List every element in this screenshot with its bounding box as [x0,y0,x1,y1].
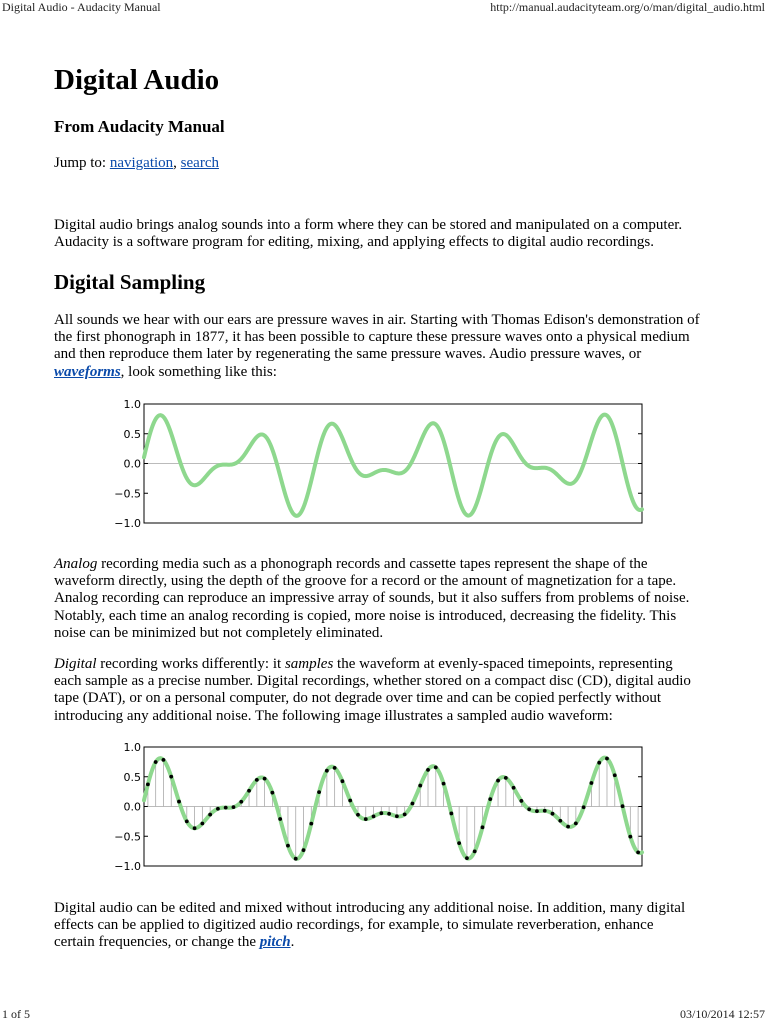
para3-line-1 [54,656,719,673]
sample-point [543,809,547,813]
print-header [0,0,768,16]
sample-point [504,776,508,780]
sample-point [364,817,368,821]
para1-line-3: and then reproduce them later by regenerating the same pressure waves. Audio pressure waves, or [54,346,642,363]
sample-point [628,835,632,839]
sample-point [395,814,399,818]
y-tick-label: 0.0 [123,457,141,471]
y-tick-label: 0.0 [123,800,141,814]
sample-point [473,849,477,853]
sample-point [566,825,570,829]
section-heading: Digital Sampling [54,270,206,294]
navigation-link[interactable]: navigation [109,155,174,171]
digital-paragraph [54,656,719,725]
sample-point [302,848,306,852]
sample-point [465,856,469,860]
para4-line-3 [54,934,719,951]
print-header-url: http://manual.audacityteam.org/o/man/digital_audio.html [490,0,765,14]
sample-point [621,804,625,808]
sample-point [193,826,197,830]
sample-point [224,806,228,810]
para3-line-4: introducing any additional noise. The following image illustrates a sampled audio waveform: [54,707,613,724]
sample-point [169,775,173,779]
intro-paragraph [54,217,719,251]
sample-point [457,841,461,845]
y-tick-label: 1.0 [123,741,141,754]
para2-line-4: Notably, each time an analog recording is copied, more noise is introduced, decreasing the fidelity. This [54,607,677,624]
para3-line-1-rest: the waveform at evenly-spaced timepoints, representing [333,656,673,672]
sample-point [574,821,578,825]
sample-point [411,802,415,806]
para2-line-1-rest: recording media such as a phonograph records and cassette tapes represent the shape of the [97,556,648,572]
para1-line-4-rest: , look something like this: [120,363,277,380]
sample-point [535,809,539,813]
sample-point [527,807,531,811]
para4-line-3-post: . [290,934,295,951]
sample-point [387,812,391,816]
sample-point [239,800,243,804]
page-subtitle: From Audacity Manual [54,117,225,136]
y-tick-label: 1.0 [123,398,141,411]
sample-point [605,757,609,761]
y-tick-label: −1.0 [114,517,141,530]
sample-point [208,813,212,817]
y-tick-label: −1.0 [114,860,141,873]
para1-line-2: the first phonograph in 1877, it has been possible to capture these pressure waves onto a physical medium [54,329,690,346]
y-tick-label: −0.5 [114,487,141,501]
sample-point [496,779,500,783]
sample-point [356,813,360,817]
sample-point [317,790,321,794]
sample-point [216,807,220,811]
sample-point [418,784,422,788]
sample-point [177,800,181,804]
sample-point [325,769,329,773]
sample-point [481,825,485,829]
sample-point [146,782,150,786]
samples-emphasis: samples [284,656,334,672]
y-tick-label: 0.5 [123,427,141,441]
sample-point [263,777,267,781]
para2-line-5: noise can be minimized but not completely eliminated. [54,624,384,641]
sample-point [558,819,562,823]
para2-line-1 [54,556,719,573]
sample-point [582,805,586,809]
para3-line-3: tape (DAT), or on a personal computer, do not degrade over time and can be copied perfectly without [54,690,662,707]
pitch-link[interactable]: pitch [259,934,291,951]
sample-point [519,799,523,803]
sample-point [348,799,352,803]
sample-point [200,822,204,826]
analog-emphasis: Analog [54,556,98,572]
y-tick-label: −0.5 [114,830,141,844]
sample-point [442,782,446,786]
sample-point [270,791,274,795]
analog-paragraph [54,556,719,642]
sample-point [449,812,453,816]
sample-point [403,812,407,816]
para1-line-4 [54,364,719,381]
sample-point [636,850,640,854]
waveforms-link[interactable]: waveforms [54,363,121,380]
sample-point [162,758,166,762]
sample-point [434,766,438,770]
sample-point [372,814,376,818]
y-tick-label: 0.5 [123,770,141,784]
sample-point [333,766,337,770]
editing-paragraph [54,900,719,952]
jump-to-label: Jump to: [54,155,110,171]
sample-point [294,857,298,861]
sample-point [551,812,555,816]
sample-point [286,844,290,848]
sample-point [309,822,313,826]
sample-point [278,817,282,821]
sample-point [426,768,430,772]
jump-separator: , [173,155,181,171]
page-title: Digital Audio [54,64,220,96]
sample-point [488,797,492,801]
intro-line-2: Audacity is a software program for editing, mixing, and applying effects to digital audio recordings. [54,234,654,251]
para2-line-2: waveform directly, using the depth of the groove for a record or the amount of magnetization for a tape. [54,573,677,590]
sample-point [255,778,259,782]
sample-point [247,789,251,793]
sample-point [232,805,236,809]
print-header-title: Digital Audio - Audacity Manual [2,0,161,14]
sample-point [590,781,594,785]
para4-line-1: Digital audio can be edited and mixed without introducing any additional noise. In addition, many digital [54,900,686,916]
search-link[interactable]: search [180,155,219,171]
jump-to [54,153,219,173]
para3-line-1-mid: recording works differently: it [96,656,285,672]
sample-point [512,786,516,790]
para2-line-3: Analog recording can reproduce an impressive array of sounds, but it also suffers from problems of noise. [54,590,690,607]
digital-emphasis: Digital [54,656,97,672]
sample-point [613,773,617,777]
para4-line-3-pre: certain frequencies, or change the [54,934,260,951]
para1-line-1: All sounds we hear with our ears are pressure waves in air. Starting with Thomas Edison's demonstration of [54,312,700,328]
sample-point [185,819,189,823]
page-count: 1 of 5 [2,1007,30,1021]
print-timestamp: 03/10/2014 12:57 [679,1007,765,1021]
sample-point [154,760,158,764]
intro-line-1: Digital audio brings analog sounds into a form where they can be stored and manipulated on a computer. [54,217,683,233]
print-footer [0,1007,768,1023]
sample-point [341,779,345,783]
sample-point [597,761,601,765]
sample-point [379,811,383,815]
sampled-waveform-chart [112,739,648,877]
pressure-waves-paragraph [54,312,719,381]
para3-line-2: each sample as a precise number. Digital recordings, whether stored on a compact disc (CD), digital audio [54,673,691,690]
waveform-chart [112,396,648,534]
para4-line-2: effects can be applied to digitized audio recordings, for example, to simulate reverberation, enhance [54,917,654,934]
